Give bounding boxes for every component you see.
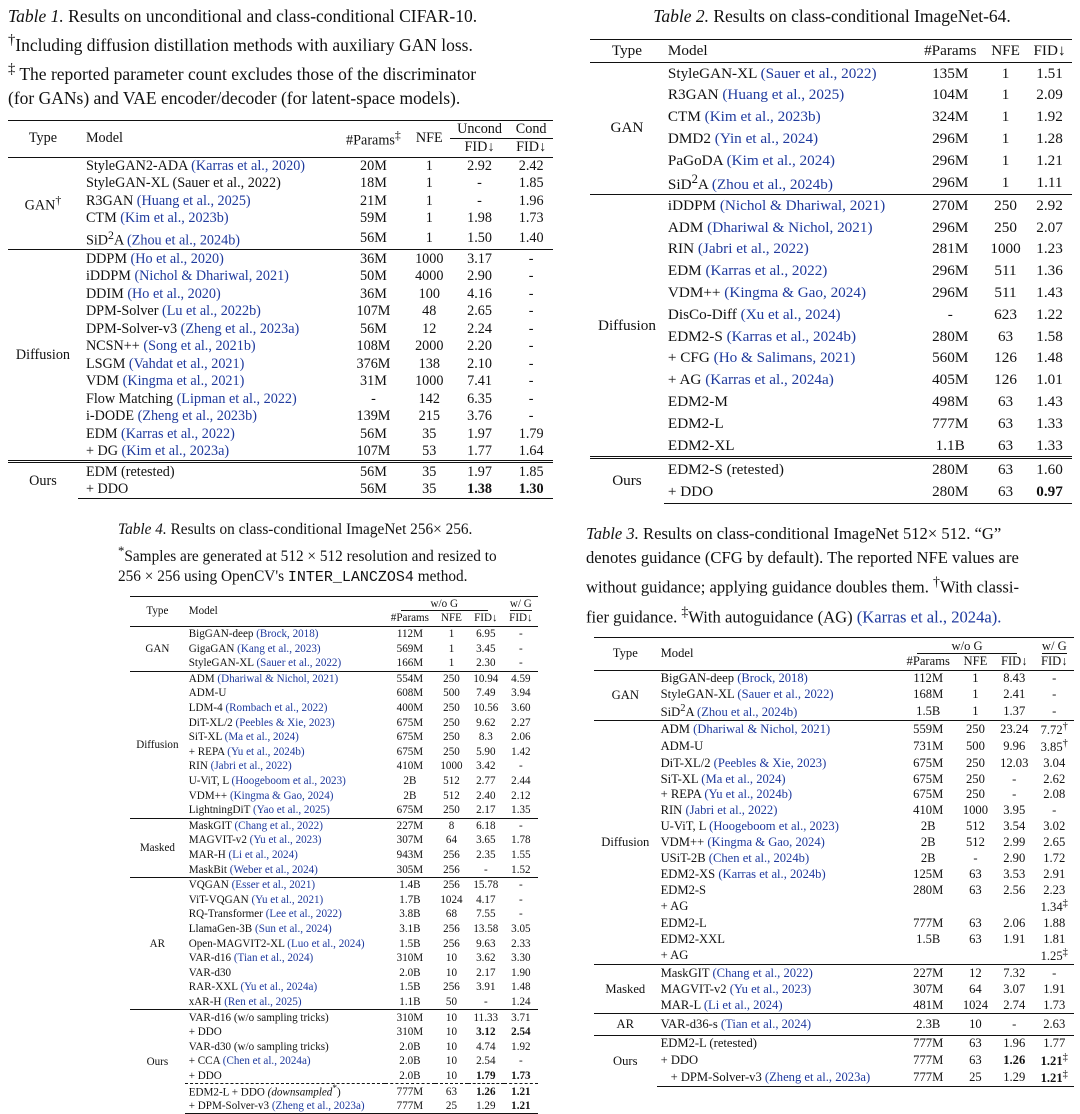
table-row: RAR-XXL (Yu et al., 2024a) 1.5B 256 3.91 1.48 [188, 981, 531, 994]
col-cond: Cond [509, 120, 553, 139]
group-masked: Masked [594, 965, 657, 1014]
group-diffusion: Diffusion [8, 250, 78, 462]
table-row: VAR-d16 (Tian et al., 2024) 310M 10 3.62 3.30 [188, 952, 531, 965]
table-row: RIN (Jabri et al., 2022) 410M 1000 3.42 - [188, 760, 523, 773]
group-ours: Ours [8, 462, 78, 499]
group-masked: Masked [130, 818, 185, 877]
table-row: + AG 1.34‡ [660, 898, 1068, 915]
table-row: VDM++ (Kingma & Gao, 2024) 296M 511 1.43 [667, 283, 1063, 301]
table-row: R3GAN (Huang et al., 2025) 21M 1 - 1.96 [85, 192, 544, 209]
col-nfe: NFE [409, 120, 450, 157]
table4: Type Model w/o G w/ G #Params NFE FID↓ FID↓ GAN BigGAN-deep (Brock, 2018) 112M 1 6.95 - GigaGAN (Kang et al., 2023) 569M 1 3.45 - StyleGAN-XL (Sauer et al., 2022) 166M 1 2.30 - Diffusion ADM (Dhariwal & Nichol, 2021) 554M 250 10.94 4.59 ADM-U 608M 500 7.49 3.94 LDM-4 (Rombach et al., 2022) 400M 250 10.56 3.60 DiT-XL/2 (Peebles & Xie, 2023) 675M 250 9.62 2.27 SiT-XL (Ma et al., 2024) 675M 250 8.3 2.06 + REPA (Yu et al., 2024b) 675M 250 5.90 1.42 RIN (Jabri et al., 2022) 410M 1000 3.42 - U-ViT, L (Hoogeboom et al., 2023) 2B 512 2.77 2.44 VDM++ (Kingma & Gao, 2024) 2B 512 2.40 2.12 LightningDiT (Yao et al., 2025) 675M 250 2.17 1.35 Masked MaskGIT (Chang et al., 2022) 227M 8 6.18 - MAGVIT-v2 (Yu et al., 2023) 307M 64 3.65 1.78 MAR-H (Li et al., 2024) 943M 256 2.35 1.55 MaskBit (Weber et al., 2024) 305M 256 - 1.52 AR VQGAN (Esser et al., 2021) 1.4B 256 15.78 - ViT-VQGAN (Yu et al., 2021) 1.7B 1024 4.17 - RQ-Transformer (Lee et al., 2022) 3.8B 68 7.55 - LlamaGen-3B (Sun et al., 2024) 3.1B 256 13.58 3.05 Open-MAGVIT2-XL (Luo et al., 2024) 1.5B 256 9.63 2.33 VAR-d16 (Tian et al., 2024) 310M 10 3.62 3.30 VAR-d30 2.0B 10 2.17 1.90 RAR-XXL (Yu et al., 2024a) 1.5B 256 3.91 1.48 xAR-H (Ren et al., 2025) 1.1B 50 - 1.24 Ours VAR-d16 (w/o sampling tricks) 310M 10 11.33 3.71 + DDO 310M 10 3.12 2.54 VAR-d30 (w/o sampling tricks) 2.0B 10 4.74 1.92 + CCA (Chen et al., 2024a) 2.0B 10 2.54 - + DDO 2.0B 10 1.79 1.73 EDM2-L + DDO (downsampled*) 777M 63 1.26 1.21 + DPM-Solver-v3 (Zheng et al., 2023a) 777M 25 1.29 1.21 [130, 596, 538, 1114]
table2: Type Model #Params NFE FID↓ GAN StyleGAN-XL (Sauer et al., 2022) 135M 1 1.51 R3GAN (Huang et al., 2025) 104M 1 2.09 CTM (Kim et al., 2023b) 324M 1 1.92 DMD2 (Yin et al., 2024) 296M 1 1.28 PaGoDA (Kim et al., 2024) 296M 1 1.21 SiD$^2$A (Zhou et al., 2024b) 296M 1 1.11 Diffusion iDDPM (Nichol & Dhariwal, 2021) 270M 250 2.92 ADM (Dhariwal & Nichol, 2021) 296M 250 2.07 RIN (Jabri et al., 2022) 281M 1000 1.23 EDM (Karras et al., 2022) 296M 511 1.36 VDM++ (Kingma & Gao, 2024) 296M 511 1.43 DisCo-Diff (Xu et al., 2024) - 623 1.22 EDM2-S (Karras et al., 2024b) 280M 63 1.58 + CFG (Ho & Salimans, 2021) 560M 126 1.48 + AG (Karras et al., 2024a) 405M 126 1.01 EDM2-M 498M 63 1.43 EDM2-L 777M 63 1.33 EDM2-XL 1.1B 63 1.33 Ours EDM2-S (retested) 280M 63 1.60 + DDO 280M 63 0.97 [590, 39, 1072, 504]
table-row: + DDO 2.0B 10 1.79 1.73 [188, 1069, 531, 1082]
table-row: AR VAR-d36-s (Tian et al., 2024) 2.3B 10 - 2.63 [594, 1014, 1074, 1036]
table3: Type Model w/o G w/ G #Params NFE FID↓ FID↓ GAN BigGAN-deep (Brock, 2018) 112M 1 8.43 - StyleGAN-XL (Sauer et al., 2022) 168M 1 2.41 - SiD$^2$A (Zhou et al., 2024b) 1.5B 1 1.37 - Diffusion ADM (Dhariwal & Nichol, 2021) 559M 250 23.24 7.72† ADM-U 731M 500 9.96 3.85† DiT-XL/2 (Peebles & Xie, 2023) 675M 250 12.03 3.04 SiT-XL (Ma et al., 2024) 675M 250 - 2.62 + REPA (Yu et al., 2024b) 675M 250 - 2.08 RIN (Jabri et al., 2022) 410M 1000 3.95 - U-ViT, L (Hoogeboom et al., 2023) 2B 512 3.54 3.02 VDM++ (Kingma & Gao, 2024) 2B 512 2.99 2.65 USiT-2B (Chen et al., 2024b) 2B - 2.90 1.72 EDM2-XS (Karras et al., 2024b) 125M 63 3.53 2.91 EDM2-S 280M 63 2.56 2.23 + AG 1.34‡ EDM2-L 777M 63 2.06 1.88 EDM2-XXL 1.5B 63 1.91 1.81 + AG 1.25‡ Masked MaskGIT (Chang et al., 2022) 227M 12 7.32 - MAGVIT-v2 (Yu et al., 2023) 307M 64 3.07 1.91 MAR-L (Li et al., 2024) 481M 1024 2.74 1.73 AR VAR-d36-s (Tian et al., 2024) 2.3B 10 - 2.63 Ours EDM2-L (retested) 777M 63 1.96 1.77 + DDO 777M 63 1.26 1.21‡ + DPM-Solver-v3 (Zheng et al., 2023a) 777M 25 1.29 1.21‡ [594, 637, 1074, 1087]
table-row: MAR-L (Li et al., 2024) 481M 1024 2.74 1.73 [660, 997, 1066, 1012]
table4-block [118, 520, 558, 1114]
table-row: + REPA (Yu et al., 2024b) 675M 250 5.90 1.42 [188, 745, 531, 758]
table-row: EDM2-S (Karras et al., 2024b) 280M 63 1.58 [667, 327, 1063, 345]
group-gan: GAN [590, 62, 664, 194]
table-row: Flow Matching (Lipman et al., 2022) - 142 6.35 - [85, 390, 534, 407]
col-uncond: Uncond [450, 120, 510, 139]
table-row: + REPA (Yu et al., 2024b) 675M 250 - 2.08 [660, 787, 1066, 802]
table-row: Masked MaskGIT (Chang et al., 2022) 227M 8 6.18 - [130, 818, 538, 833]
col-model: Model [78, 120, 338, 157]
table-row: DiT-XL/2 (Peebles & Xie, 2023) 675M 250 12.03 3.04 [660, 755, 1066, 770]
table3-block [586, 522, 1076, 1087]
table-row: VDM++ (Kingma & Gao, 2024) 2B 512 2.40 2.12 [188, 789, 531, 802]
group-diffusion: Diffusion [594, 720, 657, 965]
table-row: VAR-d30 2.0B 10 2.17 1.90 [188, 966, 531, 979]
group-ours: Ours [130, 1010, 185, 1114]
table-row: EDM (Karras et al., 2022) 56M 35 1.97 1.79 [85, 425, 544, 442]
table-row: EDM2-S 280M 63 2.56 2.23 [660, 882, 1066, 897]
table-row: MaskBit (Weber et al., 2024) 305M 256 - 1.52 [188, 863, 531, 876]
table-row: DPM-Solver (Lu et al., 2022b) 107M 48 2.65 - [85, 303, 534, 320]
table-row: EDM2-L + DDO (downsampled*) 777M 63 1.26 1.21 [130, 1084, 538, 1099]
table1-block [8, 4, 560, 499]
table-row: LightningDiT (Yao et al., 2025) 675M 250 2.17 1.35 [188, 804, 531, 817]
table-row: SiD$^2$A (Zhou et al., 2024b) 1.5B 1 1.37 - [660, 702, 1057, 719]
table-row: SiD$^2$A (Zhou et al., 2024b) 56M 1 1.50 1.40 [85, 227, 544, 249]
group-diffusion: Diffusion [130, 671, 185, 818]
table-row: ViT-VQGAN (Yu et al., 2021) 1.7B 1024 4.17 - [188, 893, 523, 906]
table-row: AR VQGAN (Esser et al., 2021) 1.4B 256 15.78 - [130, 877, 538, 892]
table-row: Diffusion iDDPM (Nichol & Dhariwal, 2021) 270M 250 2.92 [590, 194, 1072, 216]
group-ar: AR [130, 877, 185, 1009]
table-row: GAN BigGAN-deep (Brock, 2018) 112M 1 6.95 - [130, 626, 538, 641]
table-row: U-ViT, L (Hoogeboom et al., 2023) 2B 512 2.77 2.44 [188, 775, 531, 788]
table-row: GAN† StyleGAN2-ADA (Karras et al., 2020) 20M 1 2.92 2.42 [8, 157, 553, 175]
table-row: LlamaGen-3B (Sun et al., 2024) 3.1B 256 13.58 3.05 [188, 922, 531, 935]
table-row: StyleGAN-XL (Sauer et al., 2022) 168M 1 2.41 - [660, 687, 1057, 702]
table-row: + AG (Karras et al., 2024a) 405M 126 1.01 [667, 371, 1063, 389]
table-row: ADM-U 608M 500 7.49 3.94 [188, 687, 531, 700]
table-row: iDDPM (Nichol & Dhariwal, 2021) 50M 4000 2.90 - [85, 268, 534, 285]
table-row: MAR-H (Li et al., 2024) 943M 256 2.35 1.55 [188, 848, 531, 861]
table3-caption: Table 3. Results on class-conditional ImageNet 512× 512. “G” denotes guidance (CFG by default). The reported NFE values are without guidance; applying guidance doubles them. †With classi- fier guidance. ‡With autoguidance (AG) (Karras et al., 2024a). [586, 524, 1020, 627]
table-row: RQ-Transformer (Lee et al., 2022) 3.8B 68 7.55 - [188, 908, 523, 921]
table-row: + DDO 777M 63 1.26 1.21‡ [660, 1051, 1068, 1069]
table2-block [590, 4, 1074, 504]
table4-caption: Table 4. Results on class-conditional ImageNet 256× 256. *Samples are generated at 512 × 512 resolution and resized to 256 × 256 using OpenCV's INTER_LANCZOS4 method. [118, 521, 497, 587]
table-row: + DDO 56M 35 1.38 1.30 [8, 481, 553, 499]
table-row: + CCA (Chen et al., 2024a) 2.0B 10 2.54 - [188, 1055, 523, 1068]
table-row: + CFG (Ho & Salimans, 2021) 560M 126 1.48 [667, 349, 1063, 367]
table-row: U-ViT, L (Hoogeboom et al., 2023) 2B 512 3.54 3.02 [660, 819, 1066, 834]
table-row: EDM (Karras et al., 2022) 296M 511 1.36 [667, 262, 1063, 280]
table-row: Ours EDM2-L (retested) 777M 63 1.96 1.77 [594, 1036, 1074, 1052]
table-row: EDM2-M 498M 63 1.43 [667, 392, 1063, 410]
group-gan: GAN [594, 670, 657, 720]
col-params: #Params‡ [338, 120, 409, 157]
table-row: EDM2-XXL 1.5B 63 1.91 1.81 [660, 931, 1066, 946]
table-row: Diffusion ADM (Dhariwal & Nichol, 2021) 554M 250 10.94 4.59 [130, 671, 538, 686]
table-row: StyleGAN-XL (Sauer et al., 2022) 18M 1 - 1.85 [85, 175, 544, 192]
table-row: + DDO 280M 63 0.97 [590, 481, 1072, 503]
table-row: DPM-Solver-v3 (Zheng et al., 2023a) 56M 12 2.24 - [85, 320, 534, 337]
table-row: EDM2-XS (Karras et al., 2024b) 125M 63 3.53 2.91 [660, 866, 1066, 881]
table-row: DDIM (Ho et al., 2020) 36M 100 4.16 - [85, 285, 534, 302]
table-row: VDM (Kingma et al., 2021) 31M 1000 7.41 - [85, 373, 534, 390]
table-row: CTM (Kim et al., 2023b) 59M 1 1.98 1.73 [85, 210, 544, 227]
table-row: Diffusion ADM (Dhariwal & Nichol, 2021) 559M 250 23.24 7.72† [594, 720, 1074, 738]
group-diffusion: Diffusion [590, 194, 664, 458]
table-row: SiD$^2$A (Zhou et al., 2024b) 296M 1 1.11 [667, 171, 1063, 193]
table1: Type Model #Params‡ NFE Uncond Cond FID↓ FID↓ GAN† StyleGAN2-ADA (Karras et al., 2020) 20M 1 2.92 2.42 StyleGAN-XL (Sauer et al., 2022) 18M 1 - 1.85 R3GAN (Huang et al., 2025) 21M 1 - 1.96 CTM (Kim et al., 2023b) 59M 1 1.98 1.73 SiD$^2$A (Zhou et al., 2024b) 56M 1 1.50 1.40 Diffusion DDPM (Ho et al., 2020) 36M 1000 3.17 - iDDPM (Nichol & Dhariwal, 2021) 50M 4000 2.90 - DDIM (Ho et al., 2020) 36M 100 4.16 - DPM-Solver (Lu et al., 2022b) 107M 48 2.65 - DPM-Solver-v3 (Zheng et al., 2023a) 56M 12 2.24 - NCSN++ (Song et al., 2021b) 108M 2000 2.20 - LSGM (Vahdat et al., 2021) 376M 138 2.10 - VDM (Kingma et al., 2021) 31M 1000 7.41 - Flow Matching (Lipman et al., 2022) - 142 6.35 - i-DODE (Zheng et al., 2023b) 139M 215 3.76 - EDM (Karras et al., 2022) 56M 35 1.97 1.79 + DG (Kim et al., 2023a) 107M 53 1.77 1.64 Ours EDM (retested) 56M 35 1.97 1.85 + DDO 56M 35 1.38 1.30 [8, 120, 553, 500]
table-row: EDM2-L 777M 63 2.06 1.88 [660, 915, 1066, 930]
table-row: CTM (Kim et al., 2023b) 324M 1 1.92 [667, 108, 1063, 126]
table-row: GAN StyleGAN-XL (Sauer et al., 2022) 135M 1 1.51 [590, 62, 1072, 84]
table-row: Ours EDM2-S (retested) 280M 63 1.60 [590, 458, 1072, 481]
table-row: i-DODE (Zheng et al., 2023b) 139M 215 3.76 - [85, 408, 534, 425]
table-row: GAN BigGAN-deep (Brock, 2018) 112M 1 8.43 - [594, 670, 1074, 686]
table-row: Ours VAR-d16 (w/o sampling tricks) 310M 10 11.33 3.71 [130, 1010, 538, 1025]
table-row: R3GAN (Huang et al., 2025) 104M 1 2.09 [667, 86, 1063, 104]
table-row: USiT-2B (Chen et al., 2024b) 2B - 2.90 1.72 [660, 850, 1066, 865]
table-row: + DDO 310M 10 3.12 2.54 [188, 1026, 531, 1039]
table-row: StyleGAN-XL (Sauer et al., 2022) 166M 1 2.30 - [188, 657, 523, 670]
table-row: + DG (Kim et al., 2023a) 107M 53 1.77 1.64 [85, 443, 544, 460]
table-row: + DPM-Solver-v3 (Zheng et al., 2023a) 777M 25 1.29 1.21 [130, 1099, 538, 1114]
table-row: SiT-XL (Ma et al., 2024) 675M 250 8.3 2.06 [188, 731, 531, 744]
table-row: DiT-XL/2 (Peebles & Xie, 2023) 675M 250 9.62 2.27 [188, 716, 531, 729]
table-row: DMD2 (Yin et al., 2024) 296M 1 1.28 [667, 130, 1063, 148]
table-row: GigaGAN (Kang et al., 2023) 569M 1 3.45 - [188, 642, 523, 655]
table-row: EDM2-XL 1.1B 63 1.33 [667, 436, 1063, 454]
table-row: ADM-U 731M 500 9.96 3.85† [660, 738, 1068, 755]
table-row: LDM-4 (Rombach et al., 2022) 400M 250 10.56 3.60 [188, 702, 531, 715]
table-row: Masked MaskGIT (Chang et al., 2022) 227M 12 7.32 - [594, 965, 1074, 981]
table-row: + AG 1.25‡ [660, 947, 1068, 964]
table-row: LSGM (Vahdat et al., 2021) 376M 138 2.10 - [85, 355, 534, 372]
table-row: Ours EDM (retested) 56M 35 1.97 1.85 [8, 462, 553, 481]
table-row: xAR-H (Ren et al., 2025) 1.1B 50 - 1.24 [188, 995, 531, 1008]
group-ours: Ours [594, 1036, 657, 1087]
col-type: Type [8, 120, 78, 157]
group-ar: AR [594, 1014, 657, 1036]
table-row: MAGVIT-v2 (Yu et al., 2023) 307M 64 3.65 1.78 [188, 834, 531, 847]
table-row: MAGVIT-v2 (Yu et al., 2023) 307M 64 3.07 1.91 [660, 981, 1066, 996]
table-row: RIN (Jabri et al., 2022) 410M 1000 3.95 - [660, 803, 1057, 818]
group-gan: GAN† [8, 157, 78, 250]
table-row: NCSN++ (Song et al., 2021b) 108M 2000 2.20 - [85, 338, 534, 355]
table-row: PaGoDA (Kim et al., 2024) 296M 1 1.21 [667, 151, 1063, 169]
table-row: + DPM-Solver-v3 (Zheng et al., 2023a) 777M 25 1.29 1.21‡ [594, 1069, 1074, 1087]
table-row: Diffusion DDPM (Ho et al., 2020) 36M 1000 3.17 - [8, 250, 553, 268]
table-row: RIN (Jabri et al., 2022) 281M 1000 1.23 [667, 240, 1063, 258]
table1-caption: Table 1. Results on unconditional and class-conditional CIFAR-10. †Including diffusion distillation methods with auxiliary GAN loss. ‡ The reported parameter count excludes those of the discriminator (for GANs) and VAE encoder/decoder (for latent-space models). [8, 6, 478, 108]
table2-caption: Table 2. Results on class-conditional ImageNet-64. [653, 6, 1011, 26]
table-row: VAR-d30 (w/o sampling tricks) 2.0B 10 4.74 1.92 [188, 1040, 531, 1053]
group-gan: GAN [130, 626, 185, 671]
table-row: VDM++ (Kingma & Gao, 2024) 2B 512 2.99 2.65 [660, 835, 1066, 850]
group-ours: Ours [590, 458, 664, 504]
table-row: SiT-XL (Ma et al., 2024) 675M 250 - 2.62 [660, 771, 1066, 786]
table-row: Open-MAGVIT2-XL (Luo et al., 2024) 1.5B 256 9.63 2.33 [188, 937, 531, 950]
table-row: EDM2-L 777M 63 1.33 [667, 414, 1063, 432]
table-row: ADM (Dhariwal & Nichol, 2021) 296M 250 2.07 [667, 218, 1063, 236]
table-row: DisCo-Diff (Xu et al., 2024) - 623 1.22 [667, 305, 1063, 323]
